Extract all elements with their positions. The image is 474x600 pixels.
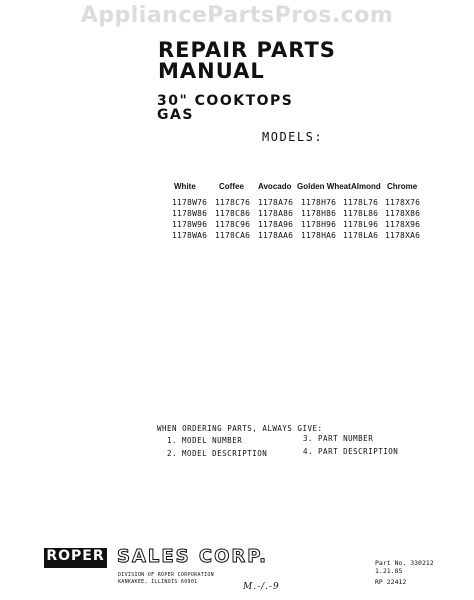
column-header-chrome: Chrome: [387, 182, 418, 191]
table-cell: 1178H76: [301, 198, 337, 207]
manual-title-line1: REPAIR PARTS: [158, 38, 336, 62]
table-cell: 1178A96: [258, 220, 294, 229]
watermark: AppliancePartsPros.com: [80, 3, 394, 28]
revision-date: 1.21.85: [375, 567, 403, 575]
table-cell: 1178HA6: [301, 231, 337, 240]
table-cell: 1178L76: [343, 198, 379, 207]
table-cell: 1178XA6: [385, 231, 421, 240]
division-line1: DIVISION OF ROPER CORPORATION: [118, 572, 214, 578]
table-cell: 1178WA6: [172, 231, 208, 240]
ordering-item-model-number: 1. MODEL NUMBER: [167, 436, 243, 445]
sales-corp-logo: SALES CORP.: [117, 546, 268, 567]
manual-title-line2: MANUAL: [158, 59, 265, 83]
table-cell: 1178LA6: [343, 231, 379, 240]
models-label: MODELS:: [262, 130, 324, 144]
column-header-avocado: Avocado: [258, 182, 292, 191]
table-cell: 1178X76: [385, 198, 421, 207]
table-cell: 1178A76: [258, 198, 294, 207]
table-cell: 1178C76: [215, 198, 251, 207]
ordering-heading: WHEN ORDERING PARTS, ALWAYS GIVE:: [157, 424, 323, 433]
ordering-item-part-number: 3. PART NUMBER: [303, 434, 374, 443]
table-cell: 1178L86: [343, 209, 379, 218]
table-cell: 1178X86: [385, 209, 421, 218]
handwritten-note: M.-/.-9: [243, 582, 280, 592]
table-cell: 1178L96: [343, 220, 379, 229]
table-cell: 1178W86: [172, 209, 208, 218]
table-cell: 1178W76: [172, 198, 208, 207]
division-line2: KANKAKEE, ILLINOIS 60901: [118, 579, 198, 585]
rp-number: RP 22412: [375, 578, 407, 586]
column-header-golden-wheat: Golden Wheat: [297, 182, 351, 191]
ordering-item-part-description: 4. PART DESCRIPTION: [303, 447, 399, 456]
product-subtitle-line1: 30" COOKTOPS: [157, 93, 294, 109]
table-cell: 1178W96: [172, 220, 208, 229]
column-header-coffee: Coffee: [219, 182, 244, 191]
table-cell: 1178H86: [301, 209, 337, 218]
table-cell: 1178C96: [215, 220, 251, 229]
column-header-white: White: [174, 182, 196, 191]
table-cell: 1178AA6: [258, 231, 294, 240]
table-cell: 1178C86: [215, 209, 251, 218]
table-cell: 1178X96: [385, 220, 421, 229]
ordering-item-model-description: 2. MODEL DESCRIPTION: [167, 449, 268, 458]
roper-logo: ROPER: [44, 548, 107, 568]
table-cell: 1178H96: [301, 220, 337, 229]
product-subtitle-line2: GAS: [157, 107, 194, 123]
table-cell: 1178CA6: [215, 231, 251, 240]
table-cell: 1178A86: [258, 209, 294, 218]
part-number: Part No. 330212: [375, 559, 434, 567]
column-header-almond: Almond: [351, 182, 381, 191]
